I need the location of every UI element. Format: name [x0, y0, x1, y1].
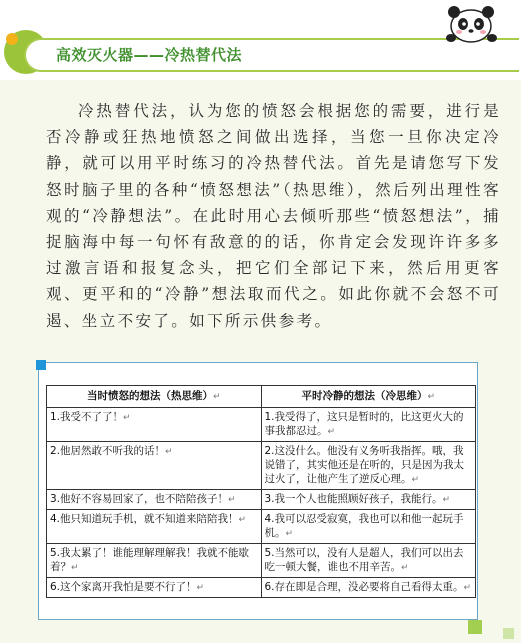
table-header-row [47, 386, 476, 408]
table-row [47, 578, 476, 598]
header [0, 0, 521, 80]
section-title: 高效灭火器——冷热替代法 [56, 46, 243, 64]
cold-thought-cell: 1.我受得了，这只是暂时的，比这更火大的事我都忍过。↵ [261, 408, 476, 442]
hot-thought-cell: 4.他只知道玩手机，就不知道来陪陪我！↵ [47, 510, 262, 544]
cold-thought-cell: 6.存在即是合理，没必要将自己看得太重。↵ [261, 578, 476, 598]
hot-thought-cell: 3.他好不容易回家了，也不陪陪孩子！↵ [47, 490, 262, 510]
corner-marker-green [468, 620, 482, 634]
hot-thought-cell: 2.他居然敢不听我的话！↵ [47, 442, 262, 490]
cold-thought-cell: 2.这没什么。他没有义务听我指挥。哦，我说错了，其实他还是在听的，只是因为我太过火了，让他产生了逆反心理。↵ [261, 442, 476, 490]
table-row [47, 510, 476, 544]
hot-thought-cell: 6.这个家离开我怕是要不行了！↵ [47, 578, 262, 598]
panda-icon [442, 2, 500, 44]
header-hot-thinking: 当时愤怒的想法（热思维）↵ [47, 386, 262, 408]
table-row [47, 490, 476, 510]
cold-thought-cell: 4.我可以忍受寂寞，我也可以和他一起玩手机。↵ [261, 510, 476, 544]
header-cold-thinking: 平时冷静的想法（冷思维）↵ [261, 386, 476, 408]
table-row [47, 442, 476, 490]
body-paragraph: 冷热替代法，认为您的愤怒会根据您的需要，进行是否冷静或狂热地愤怒之间做出选择，当您一旦你决定冷静，就可以用平时练习的冷热替代法。首先是请您写下发怒时脑子里的各种“愤怒想法”（热思维），然后列出理性客观的“冷静想法”。在此时用心去倾听那些“愤怒想法”，捕捉脑海中每一句怀有敌意的的话，你肯定会发现许许多多过激言语和报复念头，把它们全部记下来，然后用更客观、更平和的“冷静”想法取而代之。如此你就不会怒不可遏、坐立不安了。如下所示供参考。 [46, 102, 501, 330]
cold-thought-cell: 5.当然可以，没有人是超人，我们可以出去吃一顿大餐，谁也不用辛苦。↵ [261, 544, 476, 578]
comparison-table [46, 385, 476, 598]
corner-marker-light-green [503, 628, 514, 639]
hot-thought-cell: 1.我受不了了！↵ [47, 408, 262, 442]
hot-thought-cell: 5.我太累了！谁能理解理解我！我就不能歇着？↵ [47, 544, 262, 578]
cold-thought-cell: 3.我一个人也能照顾好孩子，我能行。↵ [261, 490, 476, 510]
dot-decoration [6, 33, 18, 45]
table-row [47, 408, 476, 442]
table-row [47, 544, 476, 578]
corner-marker-blue [36, 360, 46, 370]
